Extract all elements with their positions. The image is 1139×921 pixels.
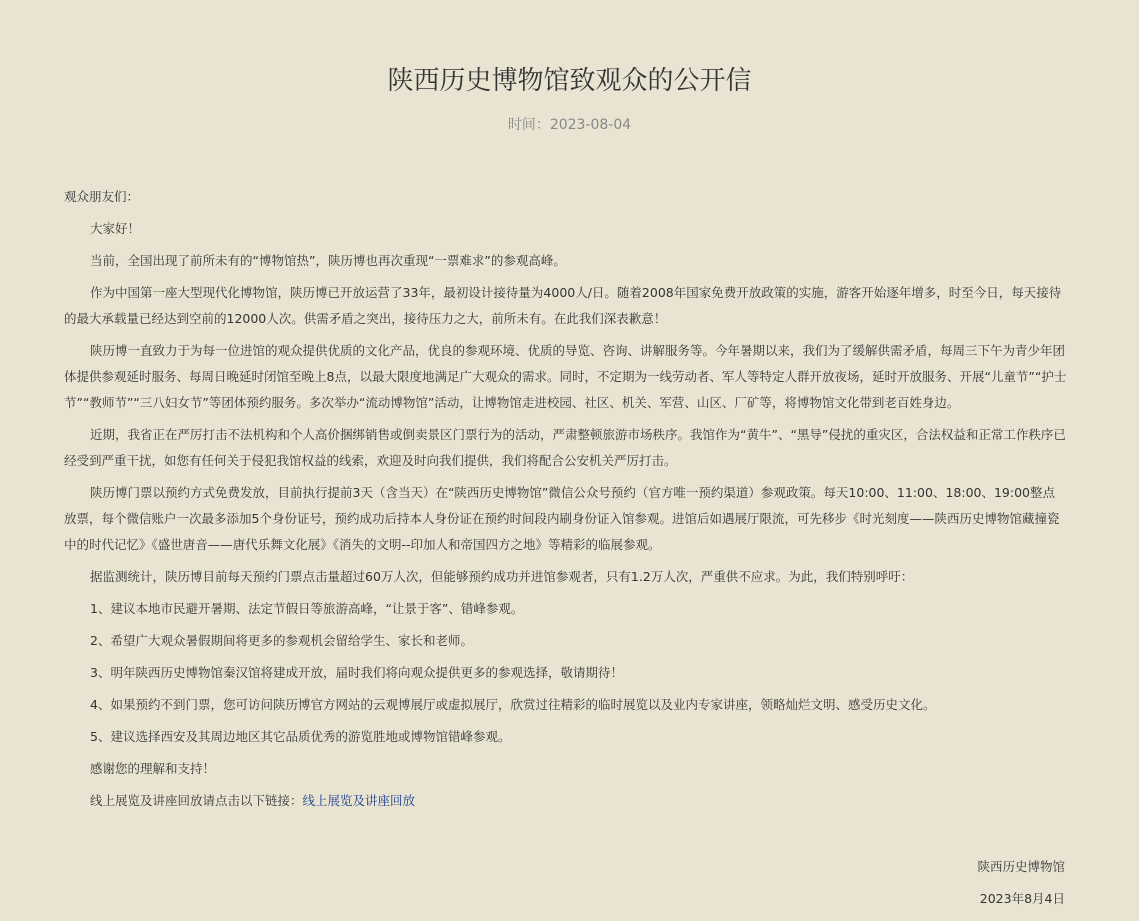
signature-org: 陕西历史博物馆 <box>977 859 1065 874</box>
appeal-item-4: 4、如果预约不到门票，您可访问陕历博官方网站的云观博展厅或虚拟展厅，欣赏过往精彩的临时展览以及业内专家讲座，领略灿烂文明、感受历史文化。 <box>90 697 936 712</box>
appeal-item-5: 5、建议选择西安及其周边地区其它品质优秀的游览胜地或博物馆错峰参观。 <box>90 729 511 744</box>
link-line <box>64 788 1067 814</box>
article-title: 陕西历史博物馆致观众的公开信 <box>387 66 752 96</box>
article-meta <box>0 114 1139 136</box>
online-exhibition-link[interactable]: 线上展览及讲座回放 <box>302 793 416 808</box>
signature-date: 2023年8月4日 <box>979 891 1065 906</box>
paragraph-6: 据监测统计，陕历博目前每天预约门票点击量超过60万人次，但能够预约成功并进馆参观者，只有1.2万人次，严重供不应求。为此，我们特别呼吁： <box>90 569 914 584</box>
article-body <box>64 184 1067 820</box>
paragraph-5: 陕历博门票以预约方式免费发放，目前执行提前3天（含当天）在“陕西历史博物馆”微信公众号预约（官方唯一预约渠道）参观政策。每天10:00、11:00、18:00、19:00整点放票，每个微信账户一次最多添加5个身份证号，预约成功后持本人身份证在预约时间段内刷身份证入馆参观。进馆后如遇展厅限流，可先移步《时光刻度——陕西历史博物馆藏撞瓷中的时代记忆》《盛世唐音——唐代乐舞文化展》《消失的文明--印加人和帝国四方之地》等精彩的临展参观。 <box>64 485 1060 552</box>
greeting: 大家好！ <box>90 221 141 236</box>
paragraph-4: 近期，我省正在严厉打击不法机构和个人高价捆绑销售或倒卖景区门票行为的活动，严肃整顿旅游市场秩序。我馆作为“黄牛”、“黑导”侵扰的重灾区，合法权益和正常工作秩序已经受到严重干扰，如您有任何关于侵犯我馆权益的线索，欢迎及时向我们提供，我们将配合公安机关严厉打击。 <box>64 427 1066 468</box>
paragraph-1: 当前，全国出现了前所未有的“博物馆热”，陕历博也再次重现“一票难求”的参观高峰。 <box>90 253 566 268</box>
appeal-item-2: 2、希望广大观众暑假期间将更多的参观机会留给学生、家长和老师。 <box>90 633 473 648</box>
thanks-line: 感谢您的理解和支持！ <box>90 761 216 776</box>
appeal-item-3: 3、明年陕西历史博物馆秦汉馆将建成开放，届时我们将向观众提供更多的参观选择，敬请期待！ <box>90 665 623 680</box>
time-label: 时间： <box>507 117 550 133</box>
signature-block <box>977 854 1065 918</box>
link-prefix: 线上展览及讲座回放请点击以下链接： <box>90 793 303 808</box>
salutation: 观众朋友们： <box>64 189 140 204</box>
paragraph-2: 作为中国第一座大型现代化博物馆，陕历博已开放运营了33年，最初设计接待量为4000人/日。随着2008年国家免费开放政策的实施，游客开始逐年增多，时至今日，每天接待的最大承载量已经达到空前的12000人次。供需矛盾之突出，接待压力之大，前所未有。在此我们深表歉意！ <box>64 285 1062 326</box>
paragraph-3: 陕历博一直致力于为每一位进馆的观众提供优质的文化产品，优良的参观环境、优质的导览、咨询、讲解服务等。今年暑期以来，我们为了缓解供需矛盾，每周三下午为青少年团体提供参观延时服务、每周日晚延时闭馆至晚上8点，以最大限度地满足广大观众的需求。同时，不定期为一线劳动者、军人等特定人群开放夜场，延时开放服务、开展“儿童节”“护士节”“教师节”“三八妇女节”等团体预约服务。多次举办“流动博物馆”活动，让博物馆走进校园、社区、机关、军营、山区、厂矿等，将博物馆文化带到老百姓身边。 <box>64 343 1067 410</box>
time-value: 2023-08-04 <box>549 117 632 133</box>
appeal-item-1: 1、建议本地市民避开暑期、法定节假日等旅游高峰，“让景于客”、错峰参观。 <box>90 601 524 616</box>
